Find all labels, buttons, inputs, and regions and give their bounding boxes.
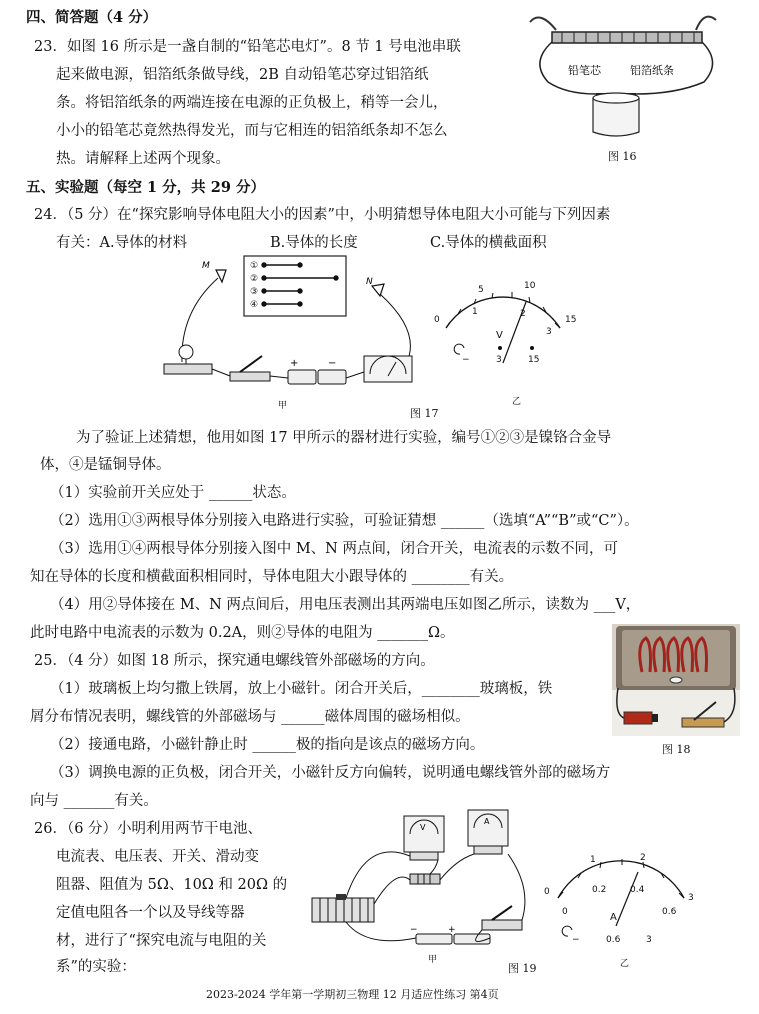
am-top-0: 0 (544, 887, 550, 897)
vm-term-3: 3 (496, 355, 502, 365)
vm-top-10: 10 (524, 281, 536, 291)
am-bottom-0-4: 0.4 (630, 885, 645, 895)
q24-option-a: 有关：A.导体的材料 (56, 235, 188, 251)
vm-top-15: 15 (565, 315, 577, 325)
vm-bottom-0: 0 (434, 315, 440, 325)
q24-option-c: C.导体的横截面积 (430, 235, 547, 251)
figure-18-caption: 图 18 (662, 743, 691, 756)
q24-sub-4-line-2: 此时电路中电流表的示数为 0.2A，则②导体的电阻为 _______Ω。 (30, 625, 455, 641)
section-4-title: 四、简答题（4 分） (26, 9, 158, 26)
figure-17-jia-circuit (160, 252, 430, 412)
figure-17-yi-voltmeter (428, 278, 588, 408)
svg-text:−: − (328, 358, 337, 369)
figure-16-pencil-lamp (526, 2, 721, 147)
q26-line-6: 系”的实验： (56, 959, 136, 975)
fig17-jia-label: 甲 (278, 401, 288, 411)
wire-label-1: ① (250, 261, 259, 271)
q25-intro: 25．（4 分）如图 18 所示，探究通电螺线管外部磁场的方向。 (34, 653, 435, 669)
svg-text:−: − (410, 925, 418, 935)
am-top-3: 3 (688, 893, 694, 903)
vm-term-neg: − (462, 355, 470, 365)
q26-line-3: 阻器、阻值为 5Ω、10Ω 和 20Ω 的 (56, 877, 288, 893)
q24-intro: 24．（5 分）在“探究影响导体电阻大小的因素”中，小明猜想导体电阻大小可能与下列因素 (34, 207, 611, 223)
wire-label-4: ④ (250, 300, 259, 310)
figure-19-caption: 图 19 (508, 962, 537, 975)
q24-sub-4-line-1: （4）用②导体接在 M、N 两点间后，用电压表测出其两端电压如图乙所示，读数为 ___V， (50, 597, 641, 613)
page-footer: 2023-2024 学年第一学期初三物理 12 月适应性练习 第4页 (206, 988, 499, 1001)
q24-para-1: 为了验证上述猜想，他用如图 17 甲所示的器材进行实验，编号①②③是镍铬合金导 (76, 430, 612, 446)
q24-option-b: B.导体的长度 (270, 235, 358, 251)
wire-label-2: ② (250, 274, 259, 284)
q23-line-5: 热。请解释上述两个现象。 (56, 151, 230, 167)
q25-sub-2: （2）接通电路，小磁针静止时 ______极的指向是该点的磁场方向。 (50, 737, 485, 753)
q26-line-2: 电流表、电压表、开关、滑动变 (56, 849, 259, 865)
svg-text:V: V (420, 823, 426, 832)
q25-sub-1-line-2: 屑分布情况表明，螺线管的外部磁场与 ______磁体周围的磁场相似。 (30, 709, 470, 725)
q23-line-3: 条。将铝箔纸条的两端连接在电源的正负极上，稍等一会儿， (56, 95, 448, 111)
am-term-0-6: 0.6 (606, 935, 621, 945)
am-unit: A (610, 912, 617, 923)
q24-sub-1: （1）实验前开关应处于 ______状态。 (50, 485, 296, 501)
figure-19-yi-ammeter (536, 848, 706, 974)
vm-top-5: 5 (478, 285, 484, 295)
fig19-jia-label: 甲 (428, 955, 438, 965)
figure-19-jia-circuit (306, 808, 544, 968)
fig19-yi-label: 乙 (620, 959, 630, 969)
q25-sub-3-line-1: （3）调换电源的正负极，闭合开关，小磁针反方向偏转，说明通电螺线管外部的磁场方 (50, 765, 611, 781)
am-top-2: 2 (640, 853, 646, 863)
fig17-yi-label: 乙 (512, 397, 522, 407)
q23-line-2: 起来做电源，铝箔纸条做导线，2B 自动铅笔芯穿过铝箔纸 (56, 67, 429, 83)
vm-bottom-2: 2 (520, 309, 526, 319)
fig16-pencil-label: 铅笔芯 (568, 64, 601, 77)
fig16-foil-label: 铝箔纸条 (630, 64, 674, 77)
q25-sub-1-line-1: （1）玻璃板上均匀撒上铁屑，放上小磁针。闭合开关后，________玻璃板，铁 (50, 681, 553, 697)
figure-18-solenoid-photo (612, 624, 740, 736)
q23-line-1: 23．如图 16 所示是一盏自制的“铅笔芯电灯”。8 节 1 号电池串联 (34, 39, 461, 55)
q26-line-1: 26．（6 分）小明利用两节干电池、 (34, 821, 263, 837)
q24-sub-3-line-1: （3）选用①④两根导体分别接入图中 M、N 两点间，闭合开关，电流表的示数不同，可 (50, 541, 618, 557)
svg-text:A: A (484, 817, 490, 826)
am-bottom-0-6: 0.6 (662, 907, 677, 917)
q25-sub-3-line-2: 向与 _______有关。 (30, 793, 158, 809)
wire-label-3: ③ (250, 287, 259, 297)
vm-bottom-3: 3 (546, 327, 552, 337)
am-term-neg: − (572, 935, 580, 945)
label-m: M (202, 261, 210, 271)
label-n: N (366, 277, 373, 287)
svg-text:+: + (448, 925, 456, 935)
vm-bottom-1: 1 (472, 307, 478, 317)
am-bottom-0-2: 0.2 (592, 885, 607, 895)
am-bottom-0: 0 (562, 907, 568, 917)
q26-line-5: 材，进行了“探究电流与电阻的关 (56, 933, 267, 949)
am-top-1: 1 (590, 855, 596, 865)
vm-unit: V (496, 330, 503, 341)
q24-para-2: 体，④是锰铜导体。 (40, 457, 171, 473)
figure-16-caption: 图 16 (608, 150, 637, 163)
q23-line-4: 小小的铅笔芯竟然热得发光，而与它相连的铝箔纸条却不怎么 (56, 123, 448, 139)
q24-sub-2: （2）选用①③两根导体分别接入电路进行实验，可验证猜想 ______（选填“A”“B”或“C”）。 (50, 513, 639, 529)
svg-text:+: + (290, 358, 299, 369)
vm-term-15: 15 (528, 355, 540, 365)
q26-line-4: 定值电阻各一个以及导线等器 (56, 905, 245, 921)
section-5-title: 五、实验题（每空 1 分，共 29 分） (26, 179, 265, 196)
figure-17-caption: 图 17 (410, 407, 439, 420)
q24-sub-3-line-2: 知在导体的长度和横截面积相同时，导体电阻大小跟导体的 ________有关。 (30, 569, 514, 585)
am-term-3: 3 (646, 935, 652, 945)
